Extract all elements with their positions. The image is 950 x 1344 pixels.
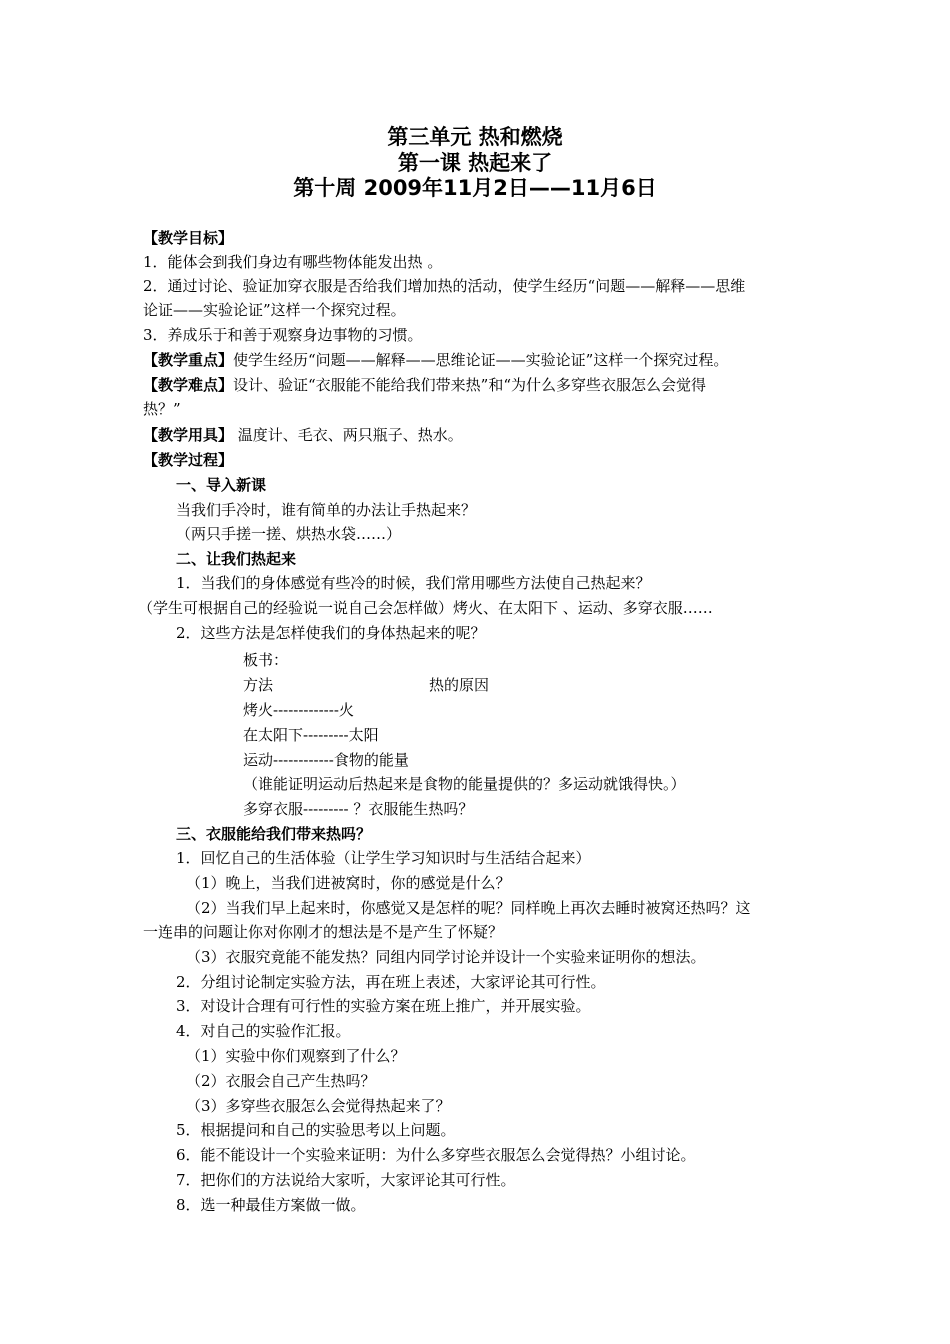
process-heading: 【教学过程】 [143,451,234,469]
key-point-text: 使学生经历“问题——解释——思维论证——实验论证”这样一个探究过程。 [233,351,729,369]
objective-item: 1．能体会到我们身边有哪些物体能发出热 。 [143,253,443,271]
difficulty-text: 设计、验证“衣服能不能给我们带来热”和“为什么多穿些衣服怎么会觉得 [233,376,707,394]
section-3-line: 4．对自己的实验作汇报。 [176,1022,351,1040]
board-row: 多穿衣服--------- ？衣服能生热吗？ [243,800,474,818]
objective-item: 2．通过讨论、验证加穿衣服是否给我们增加热的活动，使学生经历“问题——解释——思维 [143,277,746,295]
section-3-line: 一连串的问题让你对你刚才的想法是不是产生了怀疑？ [143,923,504,941]
board-col-reason: 热的原因 [429,676,490,694]
board-col-method: 方法 [243,676,274,694]
week-title: 第十周 2009年11月2日——11月6日 [293,176,657,200]
objective-item: 论证——实验论证”这样一个探究过程。 [143,301,406,319]
difficulty [143,373,823,397]
section-3-line: 2．分组讨论制定实验方法，再在班上表述，大家评论其可行性。 [176,973,606,991]
unit-title: 第三单元 热和燃烧 [387,125,563,149]
tools-label: 【教学用具】 [143,426,234,444]
section-1-title: 一、导入新课 [176,476,267,494]
section-2-line: 2．这些方法是怎样使我们的身体热起来的呢？ [176,624,486,642]
section-1-line: 当我们手冷时，谁有简单的办法让手热起来？ [176,501,477,519]
section-3-line: （3）衣服究竟能不能发热？同组内同学讨论并设计一个实验来证明你的想法。 [186,948,706,966]
section-3-line: 1．回忆自己的生活体验（让学生学习知识时与生活结合起来） [176,849,591,867]
board-row: 烤火-------------火 [243,701,354,719]
section-3-line: 8．选一种最佳方案做一做。 [176,1196,366,1214]
tools-text: 温度计、毛衣、两只瓶子、热水。 [233,426,463,444]
objectives-heading: 【教学目标】 [143,229,234,247]
section-2-title: 二、让我们热起来 [176,550,297,568]
tools [143,423,823,447]
section-3-line: 6．能不能设计一个实验来证明：为什么多穿些衣服怎么会觉得热？小组讨论。 [176,1146,696,1164]
section-3-line: （2）当我们早上起来时，你感觉又是怎样的呢？同样晚上再次去睡时被窝还热吗？这 [186,899,751,917]
board-label: 板书： [243,651,289,669]
key-point-label: 【教学重点】 [143,351,234,369]
section-3-line: 7．把你们的方法说给大家听，大家评论其可行性。 [176,1171,516,1189]
difficulty-text-cont: 热？” [143,400,181,418]
board-row: 在太阳下---------太阳 [243,726,379,744]
section-2-line: 1．当我们的身体感觉有些冷的时候，我们常用哪些方法使自己热起来？ [176,574,651,592]
difficulty-label: 【教学难点】 [143,376,234,394]
section-3-line: （2）衣服会自己产生热吗？ [186,1072,376,1090]
section-3-line: （1）实验中你们观察到了什么？ [186,1047,406,1065]
board-row: 运动------------食物的能量 [243,751,409,769]
key-point [143,348,823,372]
section-3-line: 3．对设计合理有可行性的实验方案在班上推广，并开展实验。 [176,997,591,1015]
section-3-line: （3）多穿些衣服怎么会觉得热起来了？ [186,1097,451,1115]
objective-item: 3．养成乐于和善于观察身边事物的习惯。 [143,326,423,344]
section-3-line: （1）晚上，当我们进被窝时，你的感觉是什么？ [186,874,511,892]
board-note: （谁能证明运动后热起来是食物的能量提供的？多运动就饿得快。） [243,775,686,793]
lesson-title: 第一课 热起来了 [397,151,553,175]
section-3-line: 5．根据提问和自己的实验思考以上问题。 [176,1121,456,1139]
section-3-title: 三、衣服能给我们带来热吗？ [176,825,372,843]
section-2-line: （学生可根据自己的经验说一说自己会怎样做）烤火、在太阳下 、运动、多穿衣服…… [138,599,713,617]
section-1-line: （两只手搓一搓、烘热水袋……） [176,525,402,543]
